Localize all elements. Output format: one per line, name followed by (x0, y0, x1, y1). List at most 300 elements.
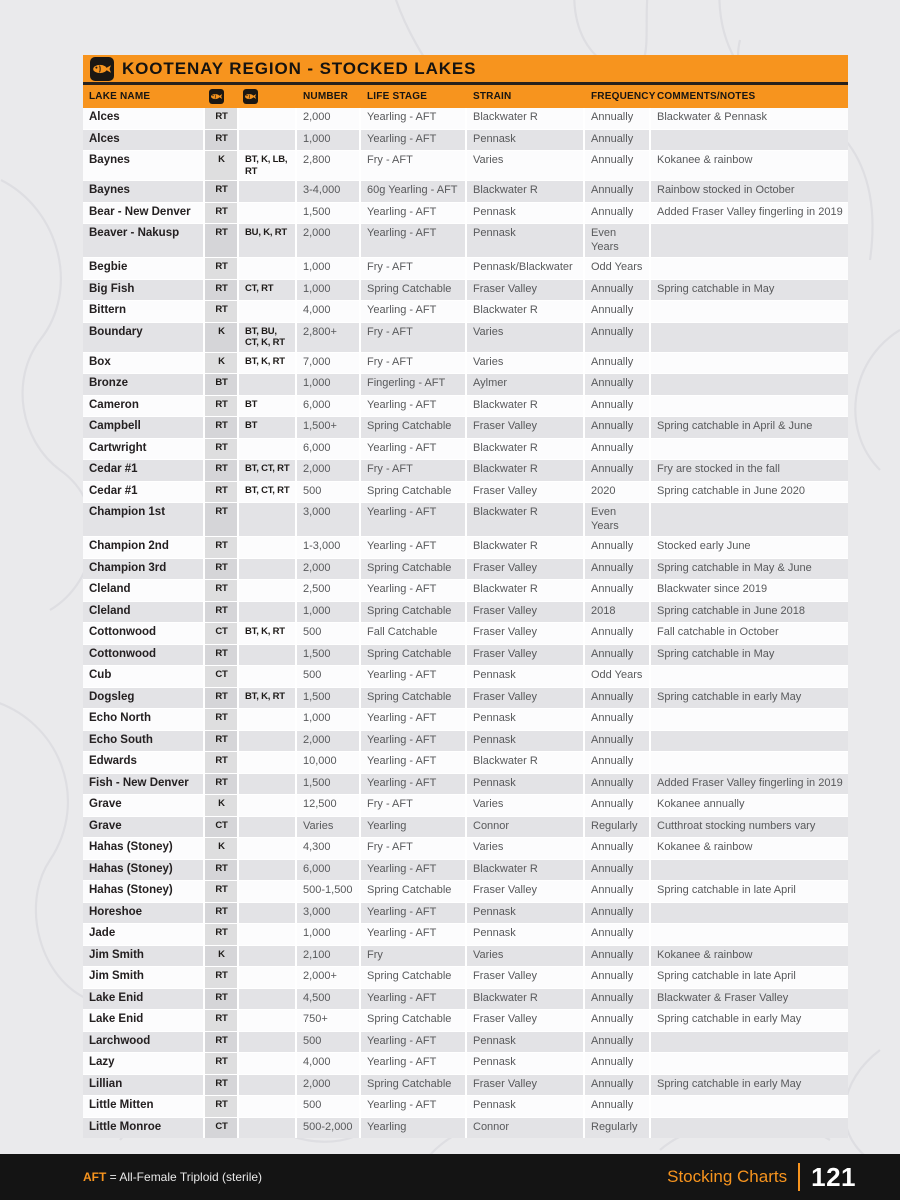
cell-strain: Blackwater R (467, 396, 583, 417)
cell-frequency: 2020 (585, 482, 649, 503)
cell-comments: Kokanee & rainbow (651, 946, 848, 967)
cell-lake-name: Fish - New Denver (83, 774, 203, 795)
cell-current-species: RT (205, 258, 237, 279)
cell-frequency: Annually (585, 417, 649, 438)
cell-comments (651, 752, 848, 773)
cell-current-species: RT (205, 645, 237, 666)
fish-icon (90, 57, 114, 81)
cell-lake-name: Begbie (83, 258, 203, 279)
page-title: KOOTENAY REGION - STOCKED LAKES (122, 58, 477, 78)
cell-strain: Fraser Valley (467, 559, 583, 580)
cell-lake-name: Campbell (83, 417, 203, 438)
table-row (83, 323, 848, 352)
cell-number: 500 (297, 1096, 359, 1117)
column-header-life-stage: LIFE STAGE (367, 91, 428, 102)
cell-life-stage: Fry - AFT (361, 353, 465, 374)
cell-other-species (239, 666, 295, 687)
table-row (83, 774, 848, 795)
cell-life-stage: Fall Catchable (361, 623, 465, 644)
cell-life-stage: Yearling - AFT (361, 580, 465, 601)
cell-number: 2,000 (297, 1075, 359, 1096)
table-row (83, 709, 848, 730)
table-row (83, 353, 848, 374)
cell-number: 1,000 (297, 130, 359, 151)
table-row (83, 1032, 848, 1053)
table-row (83, 181, 848, 202)
cell-comments (651, 503, 848, 536)
cell-comments (651, 439, 848, 460)
table-row (83, 1075, 848, 1096)
table-row (83, 537, 848, 558)
cell-comments (651, 396, 848, 417)
cell-lake-name: Lake Enid (83, 1010, 203, 1031)
cell-lake-name: Cameron (83, 396, 203, 417)
cell-other-species (239, 580, 295, 601)
cell-current-species: RT (205, 396, 237, 417)
cell-comments: Spring catchable in May (651, 280, 848, 301)
cell-life-stage: Yearling - AFT (361, 1096, 465, 1117)
cell-lake-name: Champion 2nd (83, 537, 203, 558)
table-column-header (83, 85, 848, 108)
cell-comments: Kokanee & rainbow (651, 838, 848, 859)
cell-lake-name: Cleland (83, 602, 203, 623)
table-row (83, 460, 848, 481)
cell-number: 1-3,000 (297, 537, 359, 558)
cell-life-stage: Spring Catchable (361, 1010, 465, 1031)
cell-frequency: Annually (585, 967, 649, 988)
cell-frequency: Annually (585, 374, 649, 395)
cell-other-species: BT, CT, RT (239, 460, 295, 481)
cell-current-species: K (205, 323, 237, 352)
cell-other-species (239, 795, 295, 816)
cell-current-species: RT (205, 881, 237, 902)
cell-number: 4,500 (297, 989, 359, 1010)
cell-lake-name: Jim Smith (83, 946, 203, 967)
cell-number: Varies (297, 817, 359, 838)
table-row (83, 1053, 848, 1074)
cell-number: 1,000 (297, 709, 359, 730)
cell-number: 1,000 (297, 602, 359, 623)
cell-other-species (239, 860, 295, 881)
page-number: 121 (811, 1161, 856, 1192)
table-row (83, 838, 848, 859)
cell-strain: Blackwater R (467, 301, 583, 322)
table-row (83, 417, 848, 438)
cell-number: 4,000 (297, 301, 359, 322)
cell-lake-name: Cedar #1 (83, 482, 203, 503)
cell-comments: Added Fraser Valley fingerling in 2019 (651, 203, 848, 224)
table-row (83, 795, 848, 816)
cell-life-stage: Yearling - AFT (361, 503, 465, 536)
cell-comments (651, 224, 848, 257)
cell-current-species: RT (205, 301, 237, 322)
cell-number: 6,000 (297, 396, 359, 417)
cell-life-stage: Spring Catchable (361, 559, 465, 580)
cell-lake-name: Baynes (83, 151, 203, 180)
cell-life-stage: Yearling - AFT (361, 989, 465, 1010)
cell-lake-name: Cottonwood (83, 623, 203, 644)
cell-life-stage: Yearling - AFT (361, 203, 465, 224)
cell-lake-name: Bronze (83, 374, 203, 395)
cell-frequency: Annually (585, 946, 649, 967)
table-row (83, 482, 848, 503)
cell-number: 1,500 (297, 203, 359, 224)
cell-frequency: Annually (585, 323, 649, 352)
cell-number: 3-4,000 (297, 181, 359, 202)
cell-current-species: K (205, 946, 237, 967)
cell-life-stage: Fingerling - AFT (361, 374, 465, 395)
cell-frequency: Annually (585, 838, 649, 859)
cell-number: 4,300 (297, 838, 359, 859)
cell-life-stage: Yearling - AFT (361, 439, 465, 460)
cell-lake-name: Big Fish (83, 280, 203, 301)
cell-life-stage: 60g Yearling - AFT (361, 181, 465, 202)
table-row (83, 258, 848, 279)
cell-other-species (239, 1010, 295, 1031)
cell-strain: Pennask (467, 731, 583, 752)
cell-lake-name: Lazy (83, 1053, 203, 1074)
cell-life-stage: Yearling - AFT (361, 731, 465, 752)
cell-number: 3,000 (297, 503, 359, 536)
cell-strain: Varies (467, 353, 583, 374)
cell-other-species (239, 709, 295, 730)
cell-frequency: Annually (585, 301, 649, 322)
cell-comments (651, 1053, 848, 1074)
cell-other-species (239, 374, 295, 395)
cell-other-species: BT (239, 396, 295, 417)
cell-frequency: Regularly (585, 1118, 649, 1139)
cell-lake-name: Cedar #1 (83, 460, 203, 481)
cell-comments: Kokanee annually (651, 795, 848, 816)
table-row (83, 224, 848, 257)
cell-strain: Pennask (467, 1096, 583, 1117)
table-row (83, 301, 848, 322)
column-header-number: NUMBER (303, 91, 349, 102)
cell-strain: Pennask (467, 709, 583, 730)
cell-life-stage: Spring Catchable (361, 482, 465, 503)
cell-lake-name: Cub (83, 666, 203, 687)
cell-other-species: CT, RT (239, 280, 295, 301)
cell-number: 6,000 (297, 860, 359, 881)
cell-life-stage: Yearling - AFT (361, 108, 465, 129)
cell-frequency: Annually (585, 731, 649, 752)
cell-comments (651, 709, 848, 730)
cell-current-species: RT (205, 1010, 237, 1031)
cell-number: 500 (297, 623, 359, 644)
cell-comments (651, 731, 848, 752)
cell-lake-name: Beaver - Nakusp (83, 224, 203, 257)
table-body (83, 108, 848, 1138)
table-row (83, 439, 848, 460)
cell-strain: Pennask (467, 1032, 583, 1053)
cell-strain: Varies (467, 946, 583, 967)
cell-frequency: Even Years (585, 224, 649, 257)
cell-frequency: Annually (585, 280, 649, 301)
cell-life-stage: Yearling - AFT (361, 709, 465, 730)
cell-lake-name: Dogsleg (83, 688, 203, 709)
table-row (83, 881, 848, 902)
table-row (83, 623, 848, 644)
cell-lake-name: Lake Enid (83, 989, 203, 1010)
cell-current-species: RT (205, 224, 237, 257)
cell-frequency: Annually (585, 709, 649, 730)
cell-life-stage: Spring Catchable (361, 967, 465, 988)
cell-number: 500-1,500 (297, 881, 359, 902)
cell-comments: Kokanee & rainbow (651, 151, 848, 180)
cell-comments: Spring catchable in late April (651, 881, 848, 902)
cell-number: 500 (297, 666, 359, 687)
cell-other-species (239, 731, 295, 752)
cell-frequency: Annually (585, 460, 649, 481)
cell-current-species: RT (205, 774, 237, 795)
cell-life-stage: Yearling - AFT (361, 130, 465, 151)
cell-other-species (239, 439, 295, 460)
cell-strain: Pennask (467, 1053, 583, 1074)
cell-number: 3,000 (297, 903, 359, 924)
cell-current-species: RT (205, 967, 237, 988)
cell-current-species: RT (205, 1096, 237, 1117)
cell-frequency: Annually (585, 645, 649, 666)
table-row (83, 1118, 848, 1139)
cell-life-stage: Yearling (361, 1118, 465, 1139)
cell-current-species: CT (205, 817, 237, 838)
cell-number: 2,100 (297, 946, 359, 967)
cell-lake-name: Boundary (83, 323, 203, 352)
cell-other-species: BT, K, RT (239, 623, 295, 644)
cell-frequency: Annually (585, 989, 649, 1010)
cell-current-species: RT (205, 752, 237, 773)
cell-frequency: Annually (585, 108, 649, 129)
cell-strain: Fraser Valley (467, 602, 583, 623)
cell-comments (651, 924, 848, 945)
cell-other-species (239, 108, 295, 129)
cell-strain: Pennask (467, 203, 583, 224)
cell-lake-name: Horeshoe (83, 903, 203, 924)
cell-life-stage: Spring Catchable (361, 881, 465, 902)
cell-frequency: Annually (585, 623, 649, 644)
table-row (83, 989, 848, 1010)
cell-frequency: Annually (585, 580, 649, 601)
cell-lake-name: Echo South (83, 731, 203, 752)
cell-current-species: RT (205, 989, 237, 1010)
cell-current-species: RT (205, 417, 237, 438)
cell-frequency: Annually (585, 774, 649, 795)
cell-current-species: RT (205, 1075, 237, 1096)
cell-life-stage: Fry - AFT (361, 258, 465, 279)
cell-life-stage: Spring Catchable (361, 280, 465, 301)
cell-comments (651, 1032, 848, 1053)
table-row (83, 559, 848, 580)
cell-lake-name: Alces (83, 130, 203, 151)
cell-frequency: Annually (585, 881, 649, 902)
cell-current-species: RT (205, 537, 237, 558)
cell-strain: Fraser Valley (467, 1075, 583, 1096)
cell-frequency: Annually (585, 1075, 649, 1096)
table-row (83, 1010, 848, 1031)
cell-lake-name: Edwards (83, 752, 203, 773)
fish-icon (243, 89, 258, 104)
cell-frequency: Odd Years (585, 258, 649, 279)
cell-other-species (239, 1096, 295, 1117)
cell-life-stage: Fry - AFT (361, 323, 465, 352)
cell-lake-name: Echo North (83, 709, 203, 730)
cell-other-species (239, 559, 295, 580)
cell-frequency: Annually (585, 537, 649, 558)
cell-life-stage: Yearling - AFT (361, 860, 465, 881)
cell-strain: Pennask/Blackwater (467, 258, 583, 279)
cell-other-species (239, 645, 295, 666)
cell-comments (651, 301, 848, 322)
cell-number: 1,500+ (297, 417, 359, 438)
table-row (83, 503, 848, 536)
cell-strain: Blackwater R (467, 537, 583, 558)
cell-comments (651, 1118, 848, 1139)
cell-frequency: Annually (585, 795, 649, 816)
cell-current-species: CT (205, 623, 237, 644)
cell-other-species (239, 1075, 295, 1096)
cell-frequency: Annually (585, 1053, 649, 1074)
column-header-other-species (239, 89, 295, 104)
cell-number: 2,800 (297, 151, 359, 180)
cell-comments: Spring catchable in May (651, 645, 848, 666)
cell-frequency: Annually (585, 203, 649, 224)
cell-strain: Blackwater R (467, 580, 583, 601)
cell-current-species: K (205, 151, 237, 180)
cell-frequency: Annually (585, 151, 649, 180)
page-footer-bar (0, 1154, 900, 1200)
cell-lake-name: Cartwright (83, 439, 203, 460)
cell-frequency: Annually (585, 559, 649, 580)
cell-comments: Fry are stocked in the fall (651, 460, 848, 481)
cell-comments: Fall catchable in October (651, 623, 848, 644)
cell-number: 1,000 (297, 258, 359, 279)
cell-number: 6,000 (297, 439, 359, 460)
cell-life-stage: Fry - AFT (361, 460, 465, 481)
cell-strain: Varies (467, 151, 583, 180)
cell-current-species: BT (205, 374, 237, 395)
cell-frequency: Annually (585, 924, 649, 945)
table-row (83, 903, 848, 924)
column-header-current-species (205, 89, 237, 104)
cell-other-species (239, 301, 295, 322)
cell-other-species (239, 924, 295, 945)
cell-comments (651, 353, 848, 374)
cell-life-stage: Fry - AFT (361, 838, 465, 859)
cell-strain: Fraser Valley (467, 1010, 583, 1031)
cell-number: 2,000 (297, 460, 359, 481)
footer-section-info (667, 1162, 856, 1193)
cell-life-stage: Spring Catchable (361, 688, 465, 709)
cell-other-species (239, 967, 295, 988)
table-row (83, 817, 848, 838)
cell-strain: Fraser Valley (467, 688, 583, 709)
table-row (83, 1096, 848, 1117)
cell-number: 1,500 (297, 688, 359, 709)
cell-number: 2,000+ (297, 967, 359, 988)
table-row (83, 151, 848, 180)
table-row (83, 666, 848, 687)
cell-number: 2,000 (297, 108, 359, 129)
cell-strain: Pennask (467, 130, 583, 151)
cell-frequency: Annually (585, 1010, 649, 1031)
cell-frequency: Even Years (585, 503, 649, 536)
cell-current-species: RT (205, 482, 237, 503)
cell-strain: Pennask (467, 224, 583, 257)
cell-number: 2,000 (297, 731, 359, 752)
cell-strain: Varies (467, 795, 583, 816)
cell-other-species (239, 817, 295, 838)
cell-frequency: Annually (585, 1096, 649, 1117)
cell-strain: Pennask (467, 924, 583, 945)
cell-lake-name: Baynes (83, 181, 203, 202)
cell-current-species: CT (205, 1118, 237, 1139)
cell-comments (651, 666, 848, 687)
table-row (83, 731, 848, 752)
cell-comments: Spring catchable in June 2018 (651, 602, 848, 623)
cell-number: 500 (297, 1032, 359, 1053)
cell-number: 4,000 (297, 1053, 359, 1074)
table-row (83, 108, 848, 129)
cell-comments: Spring catchable in early May (651, 1010, 848, 1031)
cell-current-species: RT (205, 602, 237, 623)
cell-current-species: RT (205, 731, 237, 752)
cell-number: 2,000 (297, 559, 359, 580)
cell-current-species: RT (205, 903, 237, 924)
cell-frequency: Annually (585, 903, 649, 924)
cell-other-species (239, 774, 295, 795)
cell-frequency: Annually (585, 439, 649, 460)
cell-current-species: RT (205, 559, 237, 580)
cell-frequency: Odd Years (585, 666, 649, 687)
cell-other-species (239, 258, 295, 279)
cell-lake-name: Cottonwood (83, 645, 203, 666)
cell-strain: Blackwater R (467, 989, 583, 1010)
cell-comments: Rainbow stocked in October (651, 181, 848, 202)
cell-frequency: Annually (585, 396, 649, 417)
cell-current-species: RT (205, 580, 237, 601)
cell-comments: Stocked early June (651, 537, 848, 558)
cell-life-stage: Spring Catchable (361, 1075, 465, 1096)
cell-current-species: K (205, 353, 237, 374)
cell-other-species (239, 503, 295, 536)
cell-number: 10,000 (297, 752, 359, 773)
cell-current-species: RT (205, 924, 237, 945)
cell-other-species (239, 838, 295, 859)
cell-number: 12,500 (297, 795, 359, 816)
cell-strain: Connor (467, 1118, 583, 1139)
cell-frequency: Annually (585, 1032, 649, 1053)
cell-current-species: RT (205, 688, 237, 709)
cell-number: 500 (297, 482, 359, 503)
footer-divider (798, 1163, 800, 1191)
cell-other-species (239, 1053, 295, 1074)
cell-frequency: Regularly (585, 817, 649, 838)
cell-current-species: RT (205, 709, 237, 730)
cell-comments: Cutthroat stocking numbers vary (651, 817, 848, 838)
cell-strain: Blackwater R (467, 181, 583, 202)
cell-other-species (239, 130, 295, 151)
cell-number: 2,800+ (297, 323, 359, 352)
cell-comments (651, 258, 848, 279)
cell-comments (651, 323, 848, 352)
cell-comments: Added Fraser Valley fingerling in 2019 (651, 774, 848, 795)
fish-icon (209, 89, 224, 104)
cell-strain: Pennask (467, 666, 583, 687)
cell-lake-name: Bittern (83, 301, 203, 322)
cell-strain: Fraser Valley (467, 482, 583, 503)
abbreviation-legend (83, 1170, 262, 1184)
cell-number: 1,500 (297, 645, 359, 666)
